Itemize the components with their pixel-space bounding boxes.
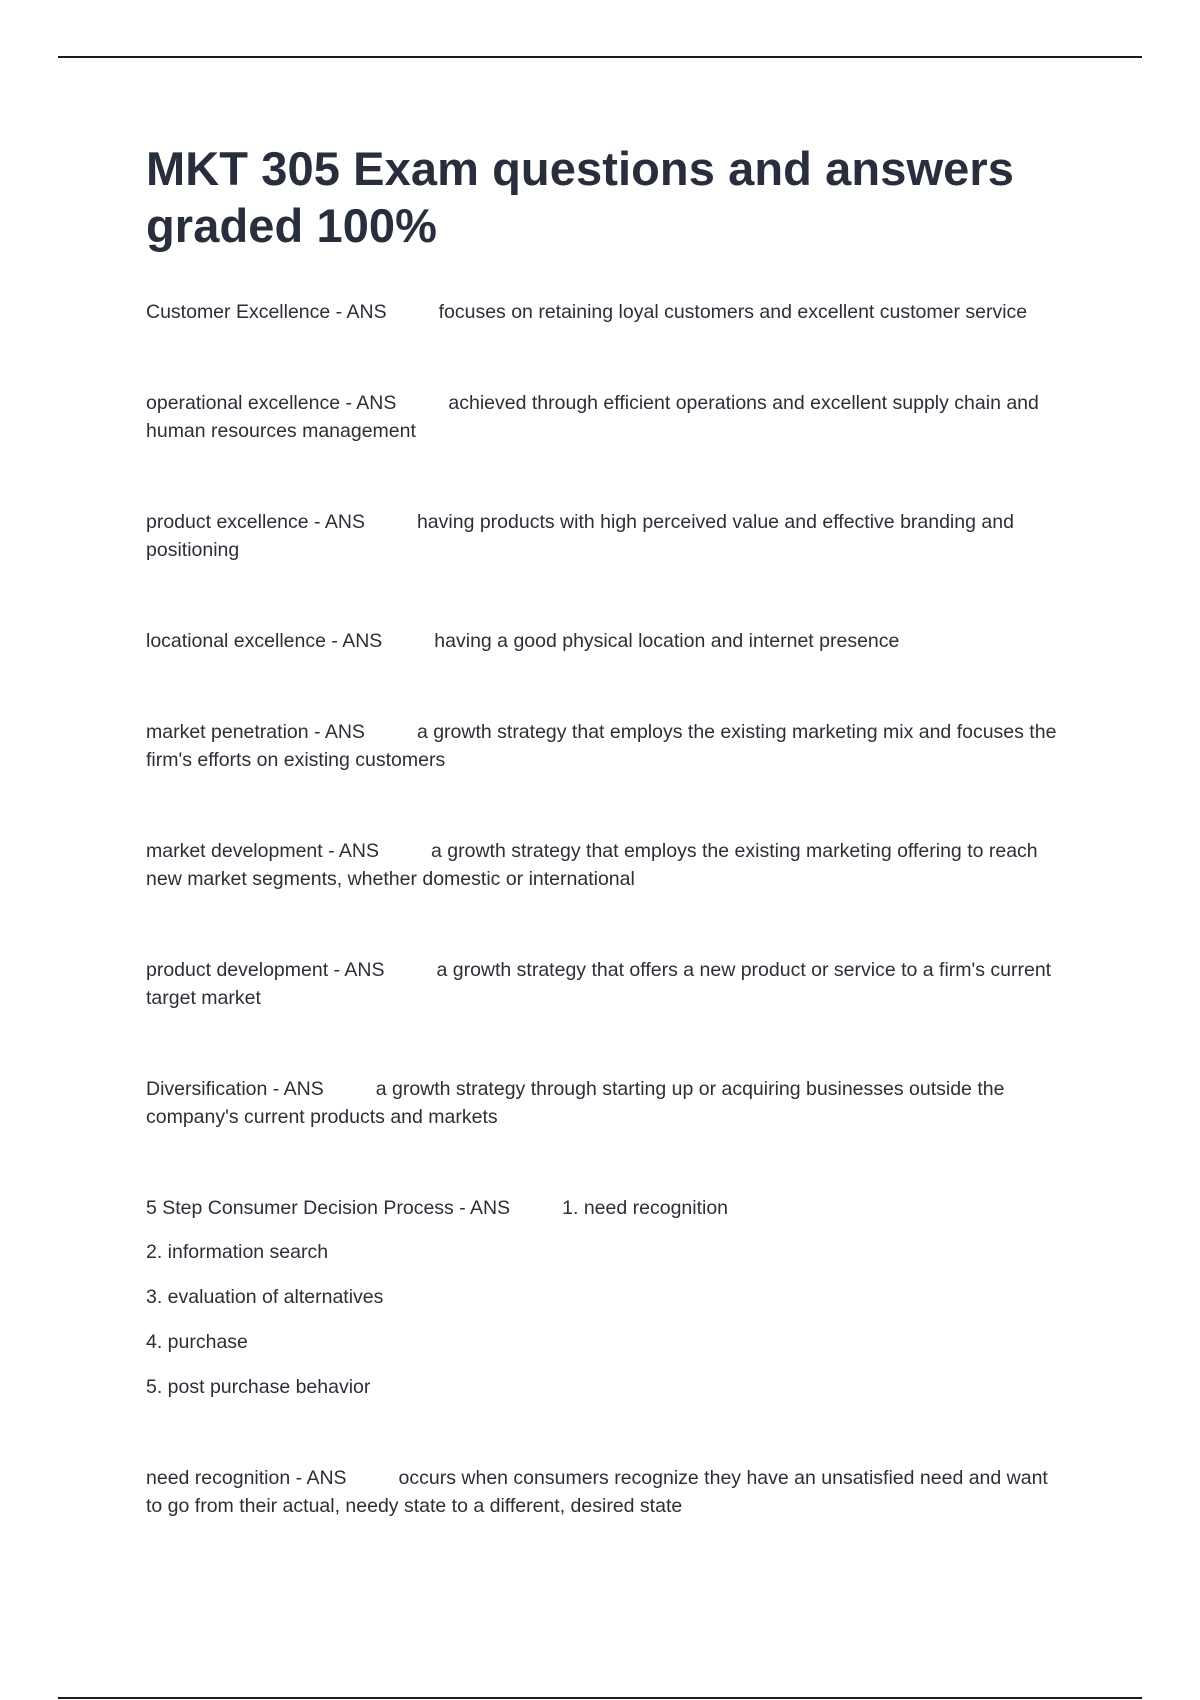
- qa-answer: a growth strategy that employs the existing marketing mix and focuses the firm's efforts on existing customers: [146, 721, 1057, 771]
- qa-entry: [146, 298, 1066, 326]
- qa-entry: [146, 1075, 1066, 1131]
- qa-term: need recognition - ANS: [146, 1467, 347, 1489]
- decision-step: 4. purchase: [146, 1331, 248, 1353]
- decision-step: 3. evaluation of alternatives: [146, 1286, 384, 1308]
- qa-entry: [146, 718, 1066, 774]
- qa-term: Customer Excellence - ANS: [146, 301, 387, 323]
- qa-entry: [146, 1464, 1066, 1520]
- top-divider: [58, 56, 1142, 58]
- qa-term: Diversification - ANS: [146, 1078, 324, 1100]
- qa-answer: focuses on retaining loyal customers and excellent customer service: [438, 301, 1028, 323]
- document-body: [146, 140, 1066, 1583]
- qa-term: 5 Step Consumer Decision Process - ANS: [146, 1197, 511, 1219]
- document-title: MKT 305 Exam questions and answers graded 100%: [146, 142, 1014, 252]
- qa-term: market development - ANS: [146, 840, 380, 862]
- qa-entry: [146, 389, 1066, 445]
- qa-answer: having a good physical location and internet presence: [434, 630, 900, 652]
- qa-answer: a growth strategy that offers a new product or service to a firm's current target market: [146, 959, 1052, 1009]
- qa-answer: having products with high perceived value and effective branding and positioning: [146, 511, 1014, 561]
- qa-term: product development - ANS: [146, 959, 385, 981]
- qa-term: locational excellence - ANS: [146, 630, 383, 652]
- qa-answer: occurs when consumers recognize they have an unsatisfied need and want to go from their actual, needy state to a different, desired state: [146, 1467, 1048, 1517]
- qa-entry: [146, 956, 1066, 1012]
- qa-answer: achieved through efficient operations and excellent supply chain and human resources management: [146, 392, 1039, 442]
- decision-process-first-line: [146, 1194, 1066, 1222]
- qa-term: market penetration - ANS: [146, 721, 365, 743]
- decision-step: 1. need recognition: [562, 1197, 729, 1219]
- bottom-divider: [58, 1697, 1142, 1699]
- qa-term: operational excellence - ANS: [146, 392, 397, 414]
- qa-entry: [146, 508, 1066, 564]
- qa-term: product excellence - ANS: [146, 511, 365, 533]
- qa-entry: [146, 837, 1066, 893]
- qa-answer: a growth strategy through starting up or acquiring businesses outside the company's current products and markets: [146, 1078, 1005, 1128]
- qa-entry: [146, 627, 1066, 655]
- decision-step: 2. information search: [146, 1241, 329, 1263]
- decision-step: 5. post purchase behavior: [146, 1376, 371, 1398]
- qa-entry-decision-process: [146, 1194, 1066, 1401]
- qa-answer: a growth strategy that employs the existing marketing offering to reach new market segments, whether domestic or international: [146, 840, 1038, 890]
